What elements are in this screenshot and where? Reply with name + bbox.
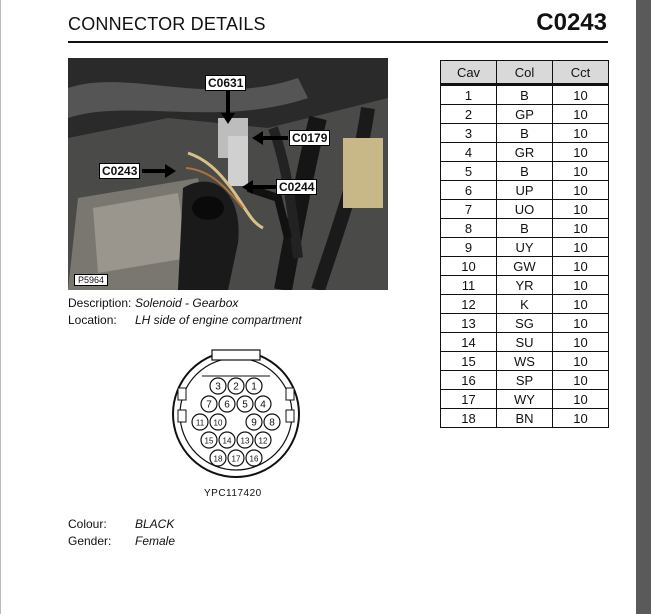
cell-col: B (497, 124, 553, 143)
cavity-table (440, 60, 609, 428)
cell-cct: 10 (553, 352, 609, 371)
cell-col: GR (497, 143, 553, 162)
cell-col: GW (497, 257, 553, 276)
cell-col: WY (497, 390, 553, 409)
header-cct: Cct (553, 61, 609, 85)
cell-cct: 10 (553, 390, 609, 409)
cell-cav: 18 (441, 409, 497, 428)
header-cav: Cav (441, 61, 497, 85)
table-row (441, 181, 609, 200)
cell-cav: 1 (441, 85, 497, 105)
cell-cct: 10 (553, 105, 609, 124)
cell-cav: 9 (441, 238, 497, 257)
cell-cav: 8 (441, 219, 497, 238)
callout-c0243: C0243 (99, 163, 140, 179)
cell-col: WS (497, 352, 553, 371)
cell-cct: 10 (553, 181, 609, 200)
pin-label: 9 (251, 417, 257, 429)
cell-col: B (497, 162, 553, 181)
pin-label: 1 (251, 381, 257, 393)
callout-c0179: C0179 (289, 130, 330, 146)
engine-photo (68, 58, 388, 290)
connector-face-diagram (156, 348, 316, 498)
cell-col: SU (497, 333, 553, 352)
cell-cav: 10 (441, 257, 497, 276)
table-row (441, 276, 609, 295)
table-row (441, 352, 609, 371)
location-label: Location: (68, 313, 117, 327)
location-row (68, 313, 302, 327)
colour-row (68, 517, 174, 531)
pin-label: 5 (242, 399, 248, 411)
pin-label: 16 (249, 454, 259, 464)
cell-col: SG (497, 314, 553, 333)
cell-cct: 10 (553, 314, 609, 333)
description-row (68, 296, 238, 310)
cell-cav: 2 (441, 105, 497, 124)
cell-col: UO (497, 200, 553, 219)
cell-cav: 3 (441, 124, 497, 143)
pin-label: 13 (240, 436, 250, 446)
cell-cav: 6 (441, 181, 497, 200)
cell-cct: 10 (553, 371, 609, 390)
pin-label: 14 (222, 436, 232, 446)
table-row (441, 371, 609, 390)
viewer-scrollbar[interactable] (636, 0, 651, 614)
cell-cav: 17 (441, 390, 497, 409)
page-title: CONNECTOR DETAILS (68, 14, 266, 34)
photo-ref: P5964 (74, 274, 108, 286)
pin-label: 6 (224, 399, 230, 411)
callout-c0631: C0631 (205, 75, 246, 91)
gender-value: Female (135, 534, 176, 548)
cell-cct: 10 (553, 219, 609, 238)
table-row (441, 105, 609, 124)
cell-cct: 10 (553, 238, 609, 257)
cell-cav: 7 (441, 200, 497, 219)
cell-col: B (497, 219, 553, 238)
cell-cct: 10 (553, 257, 609, 276)
cell-cct: 10 (553, 85, 609, 105)
table-row (441, 200, 609, 219)
cell-cct: 10 (553, 162, 609, 181)
cell-cav: 16 (441, 371, 497, 390)
cell-cct: 10 (553, 143, 609, 162)
table-row (441, 257, 609, 276)
cell-cav: 5 (441, 162, 497, 181)
table-row (441, 124, 609, 143)
connector-code: C0243 (536, 9, 607, 36)
pin-label: 11 (195, 418, 205, 428)
cell-col: GP (497, 105, 553, 124)
cell-cav: 11 (441, 276, 497, 295)
cell-cct: 10 (553, 333, 609, 352)
table-row (441, 238, 609, 257)
pin-label: 15 (204, 436, 214, 446)
cell-cav: 4 (441, 143, 497, 162)
cell-cav: 15 (441, 352, 497, 371)
cell-cct: 10 (553, 124, 609, 143)
cell-cct: 10 (553, 409, 609, 428)
cell-cav: 13 (441, 314, 497, 333)
table-row (441, 333, 609, 352)
header-col: Col (497, 61, 553, 85)
diagram-ref: YPC117420 (204, 488, 262, 499)
cell-col: B (497, 85, 553, 105)
table-row (441, 143, 609, 162)
pin-label: 8 (269, 417, 275, 429)
callout-c0244: C0244 (276, 179, 317, 195)
cell-cct: 10 (553, 200, 609, 219)
table-row (441, 390, 609, 409)
gender-label: Gender: (68, 534, 112, 548)
pin-label: 18 (213, 454, 223, 464)
pin-label: 4 (260, 399, 266, 411)
pin-label: 10 (213, 418, 223, 428)
pin-label: 2 (233, 381, 239, 393)
pin-label: 7 (206, 399, 212, 411)
cell-col: BN (497, 409, 553, 428)
colour-label: Colour: (68, 517, 107, 531)
cell-cct: 10 (553, 276, 609, 295)
table-row (441, 295, 609, 314)
pin-label: 17 (231, 454, 241, 464)
table-header-row (441, 61, 609, 85)
gender-row (68, 534, 175, 548)
cell-col: UP (497, 181, 553, 200)
cell-col: YR (497, 276, 553, 295)
pin-label: 3 (215, 381, 221, 393)
title-rule (68, 41, 608, 43)
cell-col: UY (497, 238, 553, 257)
pin-label: 12 (258, 436, 268, 446)
description-label: Description: (68, 296, 132, 310)
cell-cct: 10 (553, 295, 609, 314)
cell-cav: 12 (441, 295, 497, 314)
location-value: LH side of engine compartment (135, 313, 302, 327)
table-body (441, 85, 609, 428)
cell-col: K (497, 295, 553, 314)
cell-col: SP (497, 371, 553, 390)
table-row (441, 219, 609, 238)
table-row (441, 314, 609, 333)
colour-value: BLACK (135, 517, 175, 531)
cell-cav: 14 (441, 333, 497, 352)
table-row (441, 409, 609, 428)
table-row (441, 162, 609, 181)
description-value: Solenoid - Gearbox (135, 296, 239, 310)
table-row (441, 85, 609, 105)
